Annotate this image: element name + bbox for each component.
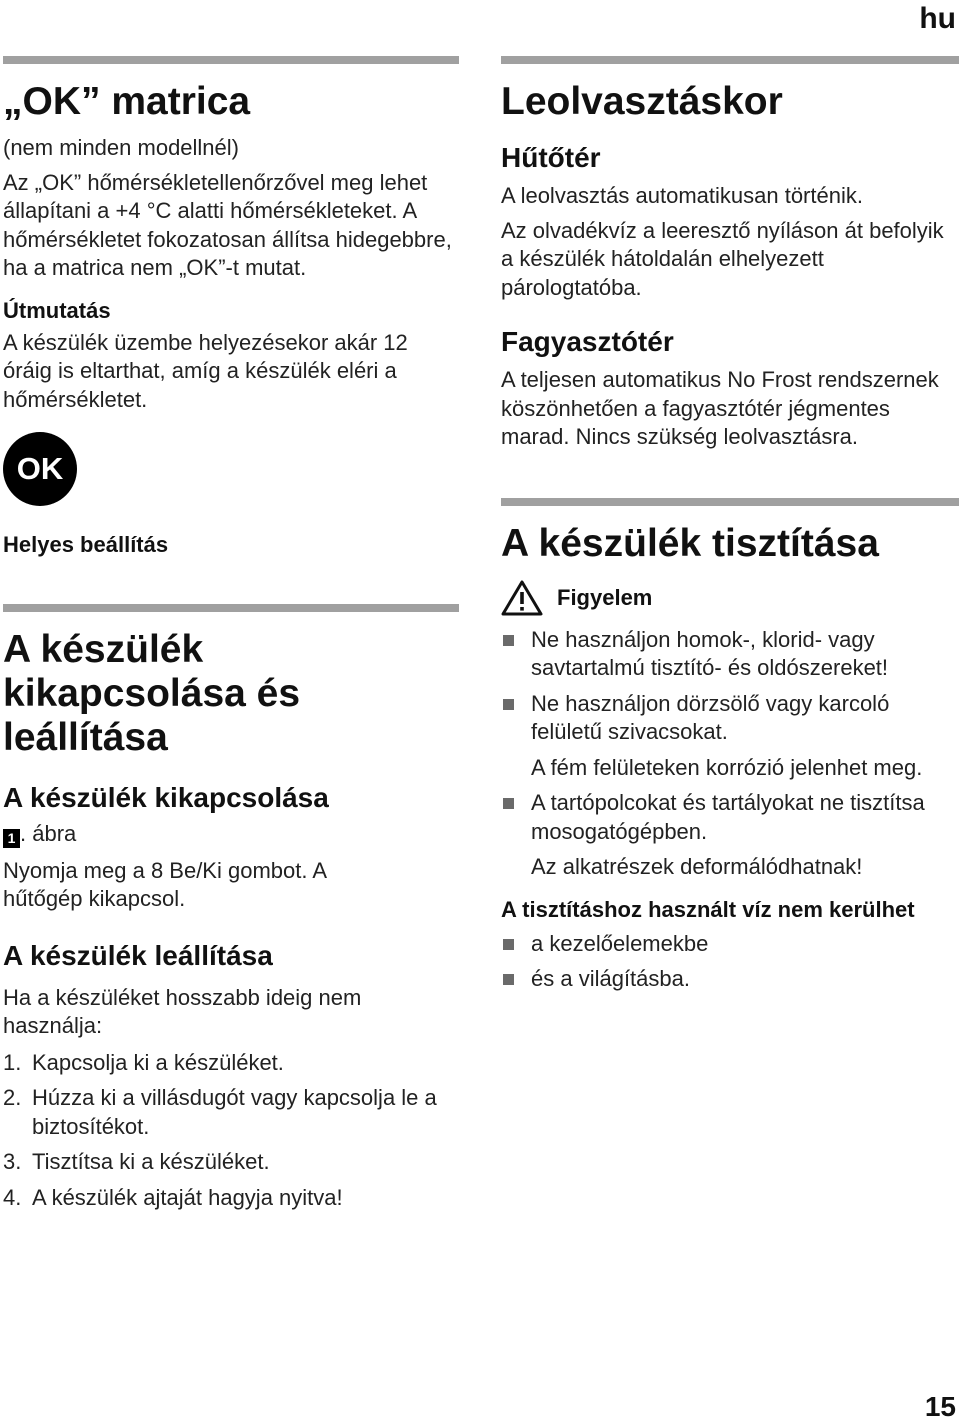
- water-list: [501, 930, 959, 994]
- figure-reference: [3, 820, 459, 849]
- figure-reference-text: . ábra: [20, 821, 77, 846]
- list-item: [501, 930, 959, 959]
- warning-row: [501, 580, 959, 616]
- bullet-square-icon: [503, 635, 514, 646]
- step-item: [3, 1084, 459, 1141]
- hint-body: A készülék üzembe helyezésekor akár 12 óráig is eltarthat, amíg a készülék eléri a hőmérsékletet.: [3, 329, 408, 412]
- defrost-heading: Leolvasztáskor: [501, 80, 783, 123]
- list-item-text: Ne használjon dörzsölő vagy karcoló felületű szivacsokat.: [531, 690, 890, 744]
- bullet-square-icon: [503, 974, 514, 985]
- step-text: Tisztítsa ki a készüléket.: [32, 1149, 270, 1174]
- ok-sticker-heading: „OK” matrica: [3, 80, 251, 123]
- freezer-text: A teljesen automatikus No Frost rendszernek köszönhetően a fagyasztótér jégmentes marad. Nincs szükség leolvasztásra.: [501, 367, 939, 449]
- left-column: [3, 56, 459, 1212]
- list-item-text: A tartópolcokat és tartályokat ne tisztítsa mosogatógépben.: [531, 790, 925, 844]
- switch-off-heading: A készülék kikapcsolása: [3, 782, 329, 813]
- step-item: [3, 1049, 459, 1078]
- shutdown-subheading: A készülék leállítása: [3, 939, 273, 971]
- list-item: [501, 965, 959, 994]
- list-item: [501, 626, 959, 683]
- list-item: [501, 789, 959, 882]
- section-divider: [3, 604, 459, 612]
- shutdown-steps: [3, 1049, 459, 1213]
- bullet-square-icon: [503, 939, 514, 950]
- section-divider: [3, 56, 459, 64]
- list-item-text: a kezelőelemekbe: [531, 930, 709, 956]
- list-item-text: Ne használjon homok-, klorid- vagy savtartalmú tisztító- és oldószereket!: [531, 626, 889, 680]
- section-divider: [501, 498, 959, 506]
- meltwater-text: Az olvadékvíz a leeresztő nyíláson át befolyik a készülék hátoldalán elhelyezett párologtatóba.: [501, 217, 944, 300]
- list-item-text: és a világításba.: [531, 966, 690, 991]
- list-item-note: Az alkatrészek deformálódhatnak!: [531, 854, 863, 879]
- hint-heading: Útmutatás: [3, 297, 111, 323]
- model-note: (nem minden modellnél): [3, 135, 239, 160]
- step-text: A készülék ajtaját hagyja nyitva!: [32, 1184, 343, 1210]
- shutdown-heading: A készülék kikapcsolása és leállítása: [3, 628, 301, 759]
- freezer-heading: Fagyasztótér: [501, 326, 674, 357]
- list-item-note: A fém felületeken korrózió jelenhet meg.: [531, 754, 923, 780]
- correct-setting-caption: Helyes beállítás: [3, 532, 169, 557]
- switch-off-body: Nyomja meg a 8 Be/Ki gombot. A hűtőgép kikapcsol.: [3, 857, 326, 911]
- bullet-square-icon: [503, 798, 514, 809]
- fridge-defrost-text: A leolvasztás automatikusan történik.: [501, 183, 863, 208]
- step-item: [3, 1148, 459, 1177]
- shutdown-intro: Ha a készüléket hosszabb ideig nem használja:: [3, 984, 362, 1038]
- step-item: [3, 1184, 459, 1213]
- ok-sticker-body: Az „OK” hőmérsékletellenőrzővel meg lehet állapítani a +4 °C alatti hőmérsékleteket. A hőmérsékletet fokozatosan állítsa hidegebbre, ha a matrica nem „OK”-t mutat.: [3, 169, 452, 280]
- step-text: Húzza ki a villásdugót vagy kapcsolja le a biztosítékot.: [32, 1085, 437, 1139]
- cleaning-heading: A készülék tisztítása: [501, 521, 879, 565]
- warning-label: Figyelem: [557, 584, 653, 610]
- ok-sticker-icon: OK: [3, 432, 77, 506]
- step-number: 2.: [3, 1085, 22, 1110]
- warning-list: [501, 626, 959, 882]
- section-divider: [501, 56, 959, 64]
- right-column: [501, 56, 959, 994]
- step-number: 1.: [3, 1049, 22, 1075]
- fridge-heading: Hűtőtér: [501, 142, 601, 173]
- warning-triangle-icon: [501, 580, 543, 616]
- cleaning-water-heading: A tisztításhoz használt víz nem kerülhet: [501, 896, 915, 922]
- step-number: 3.: [3, 1149, 22, 1174]
- step-number: 4.: [3, 1184, 22, 1210]
- figure-number-badge: 1: [3, 829, 20, 848]
- page-number: 15: [924, 1391, 956, 1422]
- list-item: [501, 690, 959, 783]
- language-code: hu: [919, 2, 956, 35]
- step-text: Kapcsolja ki a készüléket.: [32, 1049, 284, 1075]
- bullet-square-icon: [503, 699, 514, 710]
